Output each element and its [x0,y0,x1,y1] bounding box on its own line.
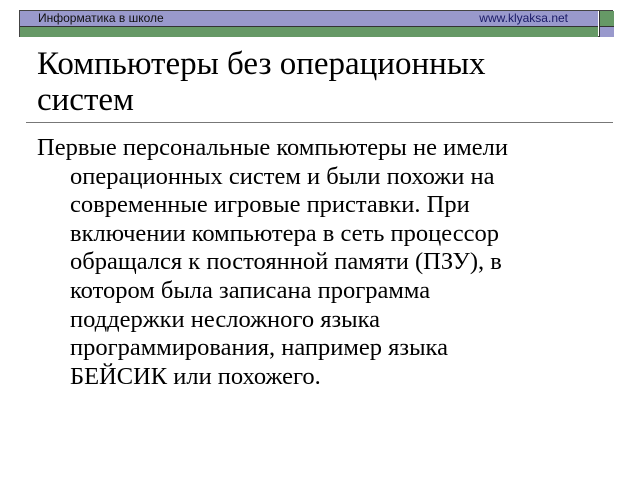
header-green-band [20,27,598,37]
title-line: Компьютеры без операционных [37,46,486,82]
body-line: обращался к постоянной памяти (ПЗУ), в [70,248,502,276]
slide-body [37,134,617,391]
slide-header-bar [19,10,613,37]
body-line: современные игровые приставки. При [70,191,470,219]
title-divider [26,122,613,123]
title-line: систем [37,82,134,118]
body-line: БЕЙСИК или похожего. [70,362,321,390]
body-line: поддержки несложного языка [70,305,381,333]
body-line: операционных систем и были похожи на [70,162,495,190]
body-line: котором была записана программа [70,276,431,304]
body-line: Первые персональные компьютеры не имели [37,134,508,161]
header-blue-band [20,11,598,27]
body-line: программирования, например языка [70,334,448,362]
header-left-text: Информатика в школе [38,11,164,25]
header-corner-blue [599,27,614,37]
body-line: включении компьютера в сеть процессор [70,219,499,247]
header-site-url: www.klyaksa.net [479,11,568,25]
header-corner-green [599,11,614,27]
slide-title [37,46,607,118]
